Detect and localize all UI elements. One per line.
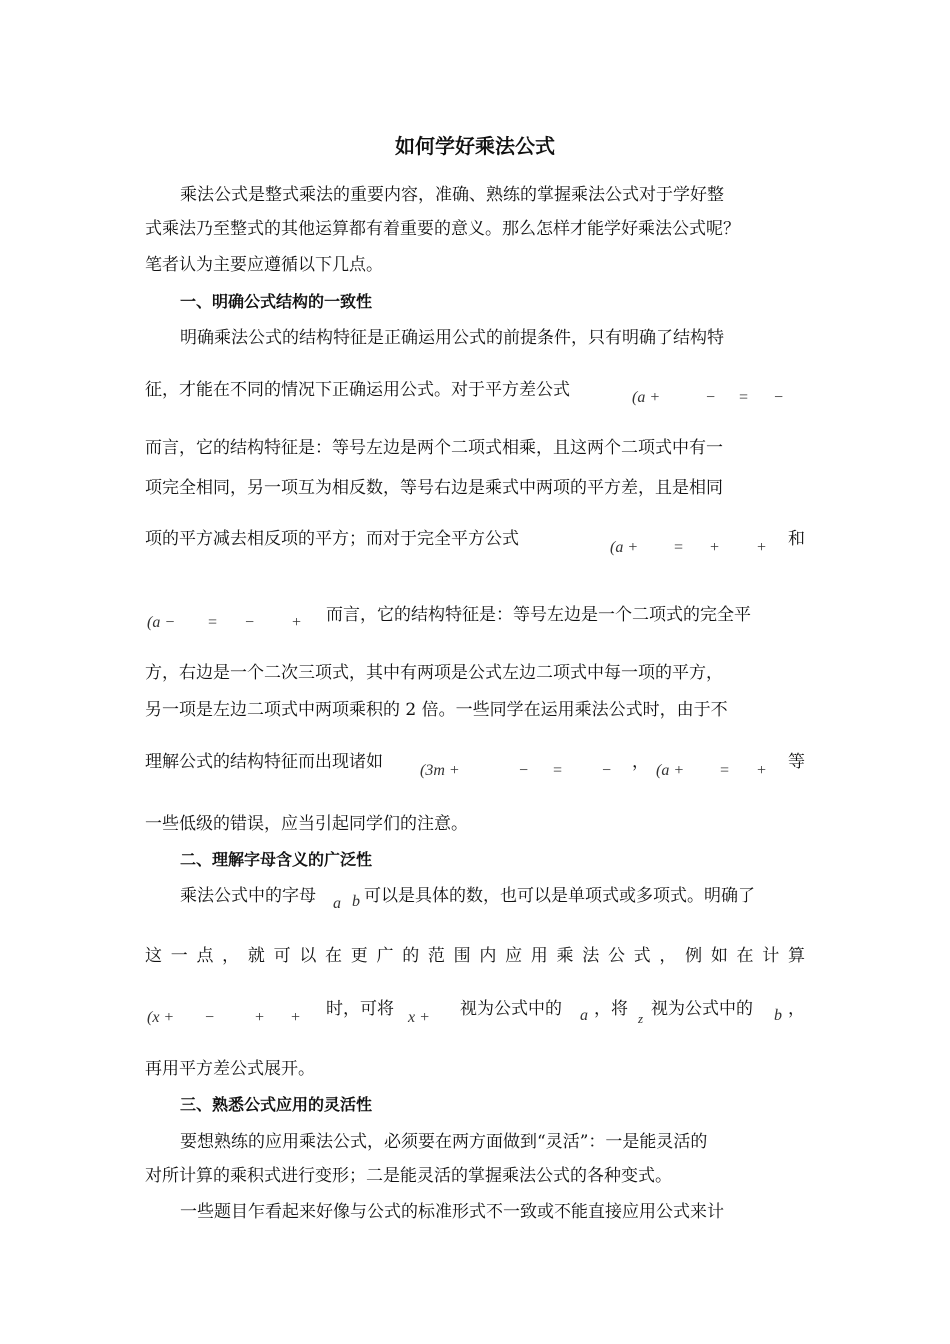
section-2-line-4: 再用平方差公式展开。 xyxy=(145,1059,315,1079)
section-2-line-1a: 乘法公式中的字母 xyxy=(180,886,316,906)
section-1-line-6: 而言，它的结构特征是：等号左边是一个二项式的完全平 xyxy=(326,605,751,625)
section-2-line-2-char: 算 xyxy=(787,946,805,966)
formula-square-sum-part-1: (a + xyxy=(610,539,639,556)
section-2-line-2-char: 更 xyxy=(350,946,368,966)
section-2-line-2-char: 公 xyxy=(607,946,625,966)
formula-difference-of-squares-part-2: − xyxy=(705,389,716,406)
section-2-line-2-char: 内 xyxy=(479,946,497,966)
formula-error-1-part-2: − xyxy=(518,762,529,779)
section-1-line-9: 理解公式的结构特征而出现诸如 xyxy=(145,752,383,772)
section-2-heading: 二、理解字母含义的广泛性 xyxy=(180,850,373,869)
formula-example-part-3: + xyxy=(254,1009,265,1026)
section-1-line-10: 一些低级的错误，应当引起同学们的注意。 xyxy=(145,814,468,834)
section-2-line-2-char: 就 xyxy=(247,946,265,966)
section-3-heading: 三、熟悉公式应用的灵活性 xyxy=(180,1095,373,1114)
formula-error-1-part-1: (3m + xyxy=(420,762,460,779)
var-b: b xyxy=(352,893,360,910)
section-2-line-2 xyxy=(145,944,805,968)
symbol-b: b xyxy=(774,1007,782,1024)
section-2-line-2-char: 应 xyxy=(505,946,523,966)
section-1-line-1: 明确乘法公式的结构特征是正确运用公式的前提条件，只有明确了结构特 xyxy=(180,328,724,348)
var-a: a xyxy=(333,895,341,912)
formula-square-sum-part-4: + xyxy=(756,539,767,556)
section-3-line-2: 对所计算的乘积式进行变形；二是能灵活的掌握乘法公式的各种变式。 xyxy=(145,1166,672,1186)
intro-line-1: 乘法公式是整式乘法的重要内容，准确、熟练的掌握乘法公式对于学好整 xyxy=(180,185,724,205)
section-2-line-3d: 视为公式中的 xyxy=(651,999,753,1019)
section-2-line-2-char: 这 xyxy=(145,946,162,966)
formula-square-diff-part-2: = xyxy=(207,614,218,631)
section-2-line-2-char: 广 xyxy=(376,946,394,966)
section-2-line-3e: ， xyxy=(788,999,805,1019)
formula-error-2-part-1: (a + xyxy=(656,762,685,779)
section-2-line-2-char: 范 xyxy=(427,946,445,966)
formula-error-1-part-3: = xyxy=(552,762,563,779)
page-title: 如何学好乘法公式 xyxy=(395,134,555,158)
formula-square-diff-part-1: (a − xyxy=(147,614,176,631)
intro-line-2: 式乘法乃至整式的其他运算都有着重要的意义。那么怎样才能学好乘法公式呢？ xyxy=(145,219,740,239)
section-2-line-2-char: 如 xyxy=(710,946,728,966)
section-1-comma: ， xyxy=(632,752,649,772)
section-1-and: 和 xyxy=(788,529,805,549)
formula-difference-of-squares-part-4: − xyxy=(773,389,784,406)
symbol-a: a xyxy=(580,1007,588,1024)
formula-example-part-2: − xyxy=(204,1009,215,1026)
section-3-line-3: 一些题目乍看起来好像与公式的标准形式不一致或不能直接应用公式来计 xyxy=(180,1202,724,1222)
section-2-line-2-char: 式 xyxy=(633,946,651,966)
formula-square-diff-part-4: + xyxy=(291,614,302,631)
symbol-z: z xyxy=(638,1011,644,1026)
section-2-line-2-char: 一 xyxy=(170,946,188,966)
section-2-line-2-char: 的 xyxy=(402,946,420,966)
formula-difference-of-squares-part-3: = xyxy=(738,389,749,406)
formula-x-plus: x + xyxy=(408,1009,430,1026)
formula-error-2-part-3: + xyxy=(756,762,767,779)
formula-square-sum-part-3: + xyxy=(709,539,720,556)
formula-difference-of-squares-part-1: (a + xyxy=(632,389,661,406)
section-2-line-3a: 时，可将 xyxy=(326,999,394,1019)
section-1-line-8: 另一项是左边二项式中两项乘积的 2 倍。一些同学在运用乘法公式时，由于不 xyxy=(145,700,728,720)
section-1-line-2-text: 征，才能在不同的情况下正确运用公式。对于平方差公式 xyxy=(145,380,570,400)
section-2-line-2-char: ， xyxy=(659,946,677,966)
section-2-line-3c: ，将 xyxy=(594,999,628,1019)
section-2-line-2-char: 在 xyxy=(736,946,754,966)
section-2-line-2-char: 用 xyxy=(530,946,548,966)
section-2-line-2-char: ， xyxy=(222,946,240,966)
section-2-line-2-char: 在 xyxy=(325,946,343,966)
section-1-heading: 一、明确公式结构的一致性 xyxy=(180,292,373,311)
section-2-line-2-char: 可 xyxy=(273,946,291,966)
intro-line-3: 笔者认为主要应遵循以下几点。 xyxy=(145,255,383,275)
formula-square-sum-part-2: = xyxy=(673,539,684,556)
section-1-line-5: 项的平方减去相反项的平方；而对于完全平方公式 xyxy=(145,529,519,549)
section-3-line-1: 要想熟练的应用乘法公式，必须要在两方面做到“灵活”：一是能灵活的 xyxy=(180,1132,708,1152)
formula-error-2-part-2: = xyxy=(719,762,730,779)
section-1-line-4: 项完全相同，另一项互为相反数，等号右边是乘式中两项的平方差，且是相同 xyxy=(145,478,723,498)
section-1-etc: 等 xyxy=(788,752,805,772)
section-2-line-2-char: 围 xyxy=(453,946,471,966)
section-2-line-2-char: 乘 xyxy=(556,946,574,966)
section-1-line-3: 而言，它的结构特征是：等号左边是两个二项式相乘，且这两个二项式中有一 xyxy=(145,438,723,458)
section-2-line-2-char: 法 xyxy=(582,946,600,966)
formula-error-1-part-4: − xyxy=(601,762,612,779)
section-2-line-2-char: 计 xyxy=(762,946,780,966)
section-2-line-2-char: 点 xyxy=(196,946,214,966)
formula-example-part-4: + xyxy=(290,1009,301,1026)
formula-example-part-1: (x + xyxy=(147,1009,175,1026)
section-2-line-1b: 可以是具体的数，也可以是单项式或多项式。明确了 xyxy=(364,886,755,906)
formula-square-diff-part-3: − xyxy=(244,614,255,631)
section-2-line-3b: 视为公式中的 xyxy=(460,999,562,1019)
section-1-line-7: 方，右边是一个二次三项式，其中有两项是公式左边二项式中每一项的平方， xyxy=(145,663,723,683)
section-2-line-2-char: 例 xyxy=(685,946,703,966)
section-2-line-2-char: 以 xyxy=(299,946,317,966)
